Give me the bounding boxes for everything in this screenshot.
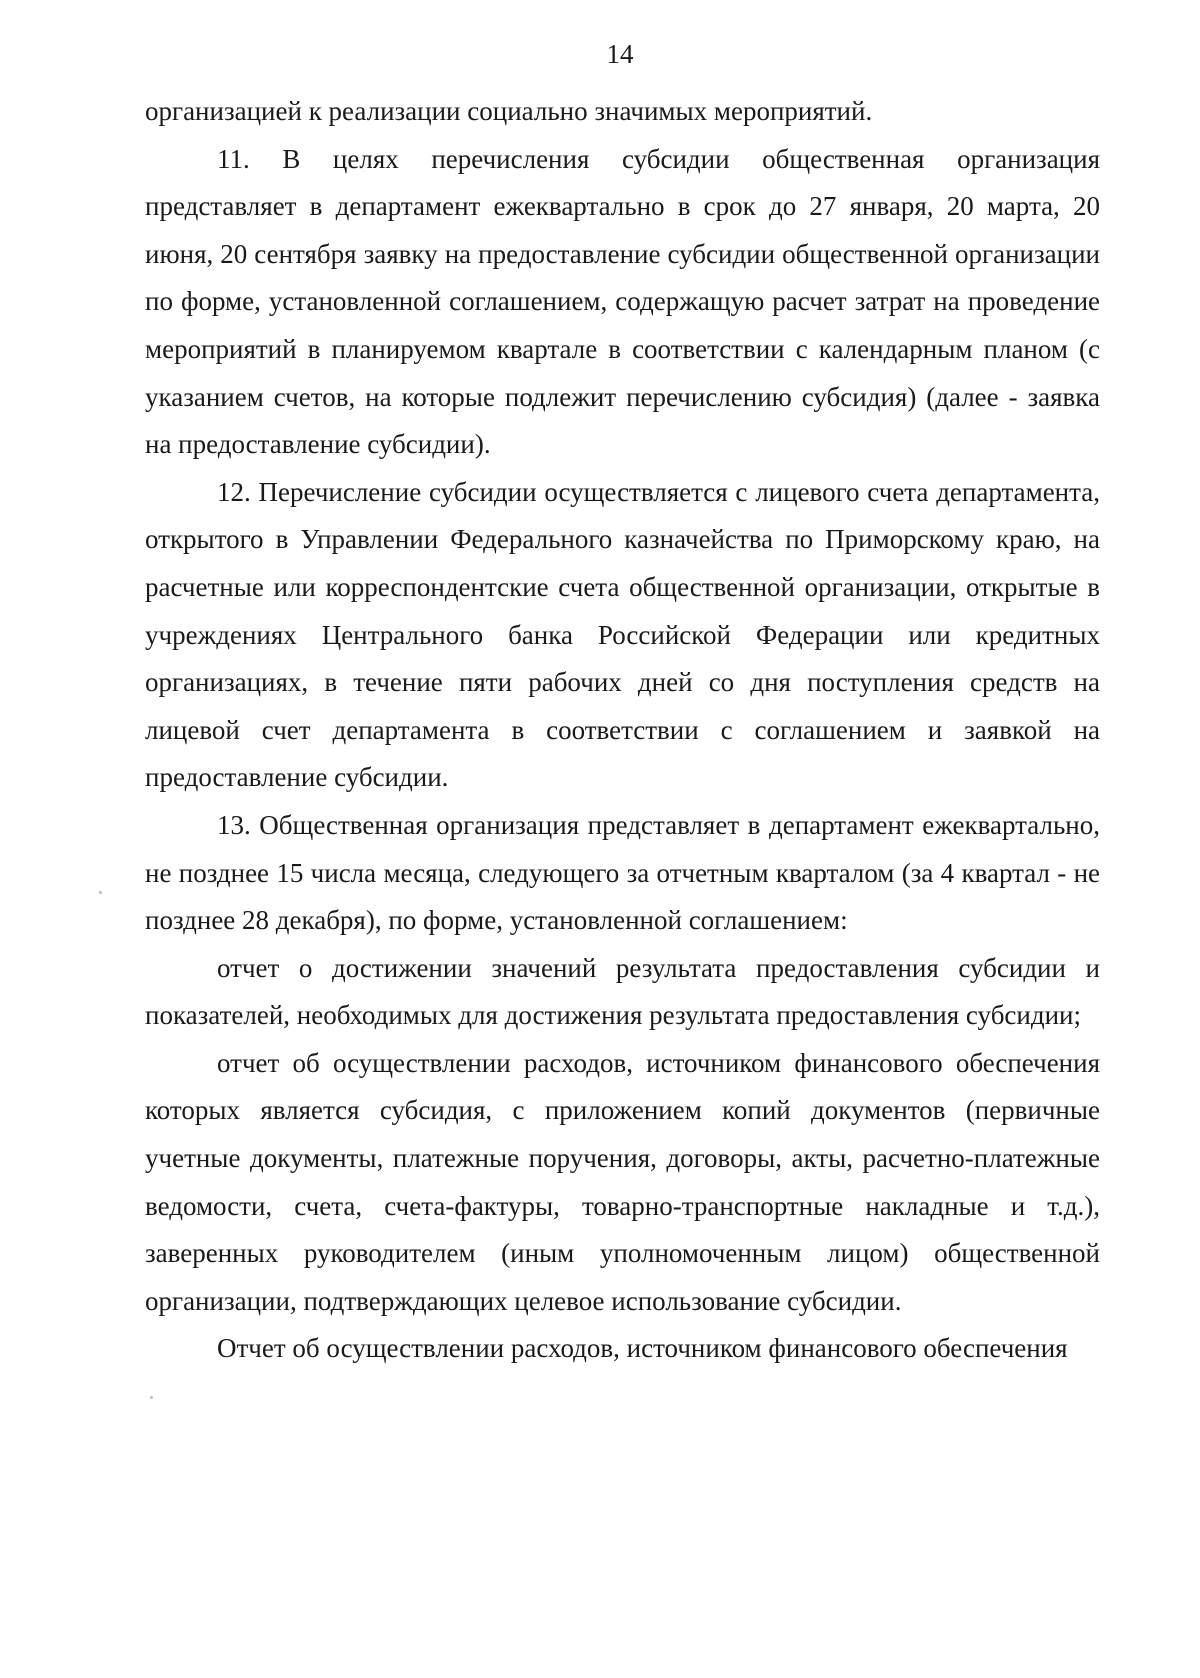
- paragraph-item-11: 11. В целях перечисления субсидии общественная организация представляет в департамент ежеквартально в срок до 27 января, 20 марта, 20 июня, 20 сентября заявку на предоставление субсидии общественной организации по форме, установленной соглашением, содержащую расчет затрат на проведение мероприятий в планируемом квартале в соответствии с календарным планом (с указанием счетов, на которые подлежит перечислению субсидия) (далее - заявка на предоставление субсидии).: [145, 143, 1100, 460]
- paragraph-expenses-report: отчет об осуществлении расходов, источником финансового обеспечения которых является субсидия, с приложением копий документов (первичные учетные документы, платежные поручения, договоры, акты, расчетно-платежные ведомости, счета, счета-фактуры, товарно-транспортные накладные и т.д.), заверенных руководителем (иным уполномоченным лицом) общественной организации, подтверждающих целевое использование субсидии.: [145, 1047, 1100, 1316]
- scan-speck: [150, 1396, 153, 1399]
- scan-speck: [99, 891, 102, 894]
- document-body: [145, 88, 1100, 1373]
- paragraph-item-12: 12. Перечисление субсидии осуществляется с лицевого счета департамента, открытого в Управлении Федерального казначейства по Приморскому краю, на расчетные или корреспондентские счета общественной организации, открытые в учреждениях Центрального банка Российской Федерации или кредитных организациях, в течение пяти рабочих дней со дня поступления средств на лицевой счет департамента в соответствии с соглашением и заявкой на предоставление субсидии.: [145, 476, 1100, 793]
- paragraph-results-report: отчет о достижении значений результата предоставления субсидии и показателей, необходимых для достижения результата предоставления субсидии;: [145, 952, 1100, 1031]
- paragraph-expenses-report-continued: Отчет об осуществлении расходов, источником финансового обеспечения: [217, 1333, 1068, 1364]
- paragraph-item-13: 13. Общественная организация представляет в департамент ежеквартально, не позднее 15 числа месяца, следующего за отчетным кварталом (за 4 квартал - не позднее 28 декабря), по форме, установленной соглашением:: [145, 809, 1100, 936]
- page-number: 14: [606, 39, 634, 69]
- paragraph-continuation: организацией к реализации социально значимых мероприятий.: [145, 96, 873, 126]
